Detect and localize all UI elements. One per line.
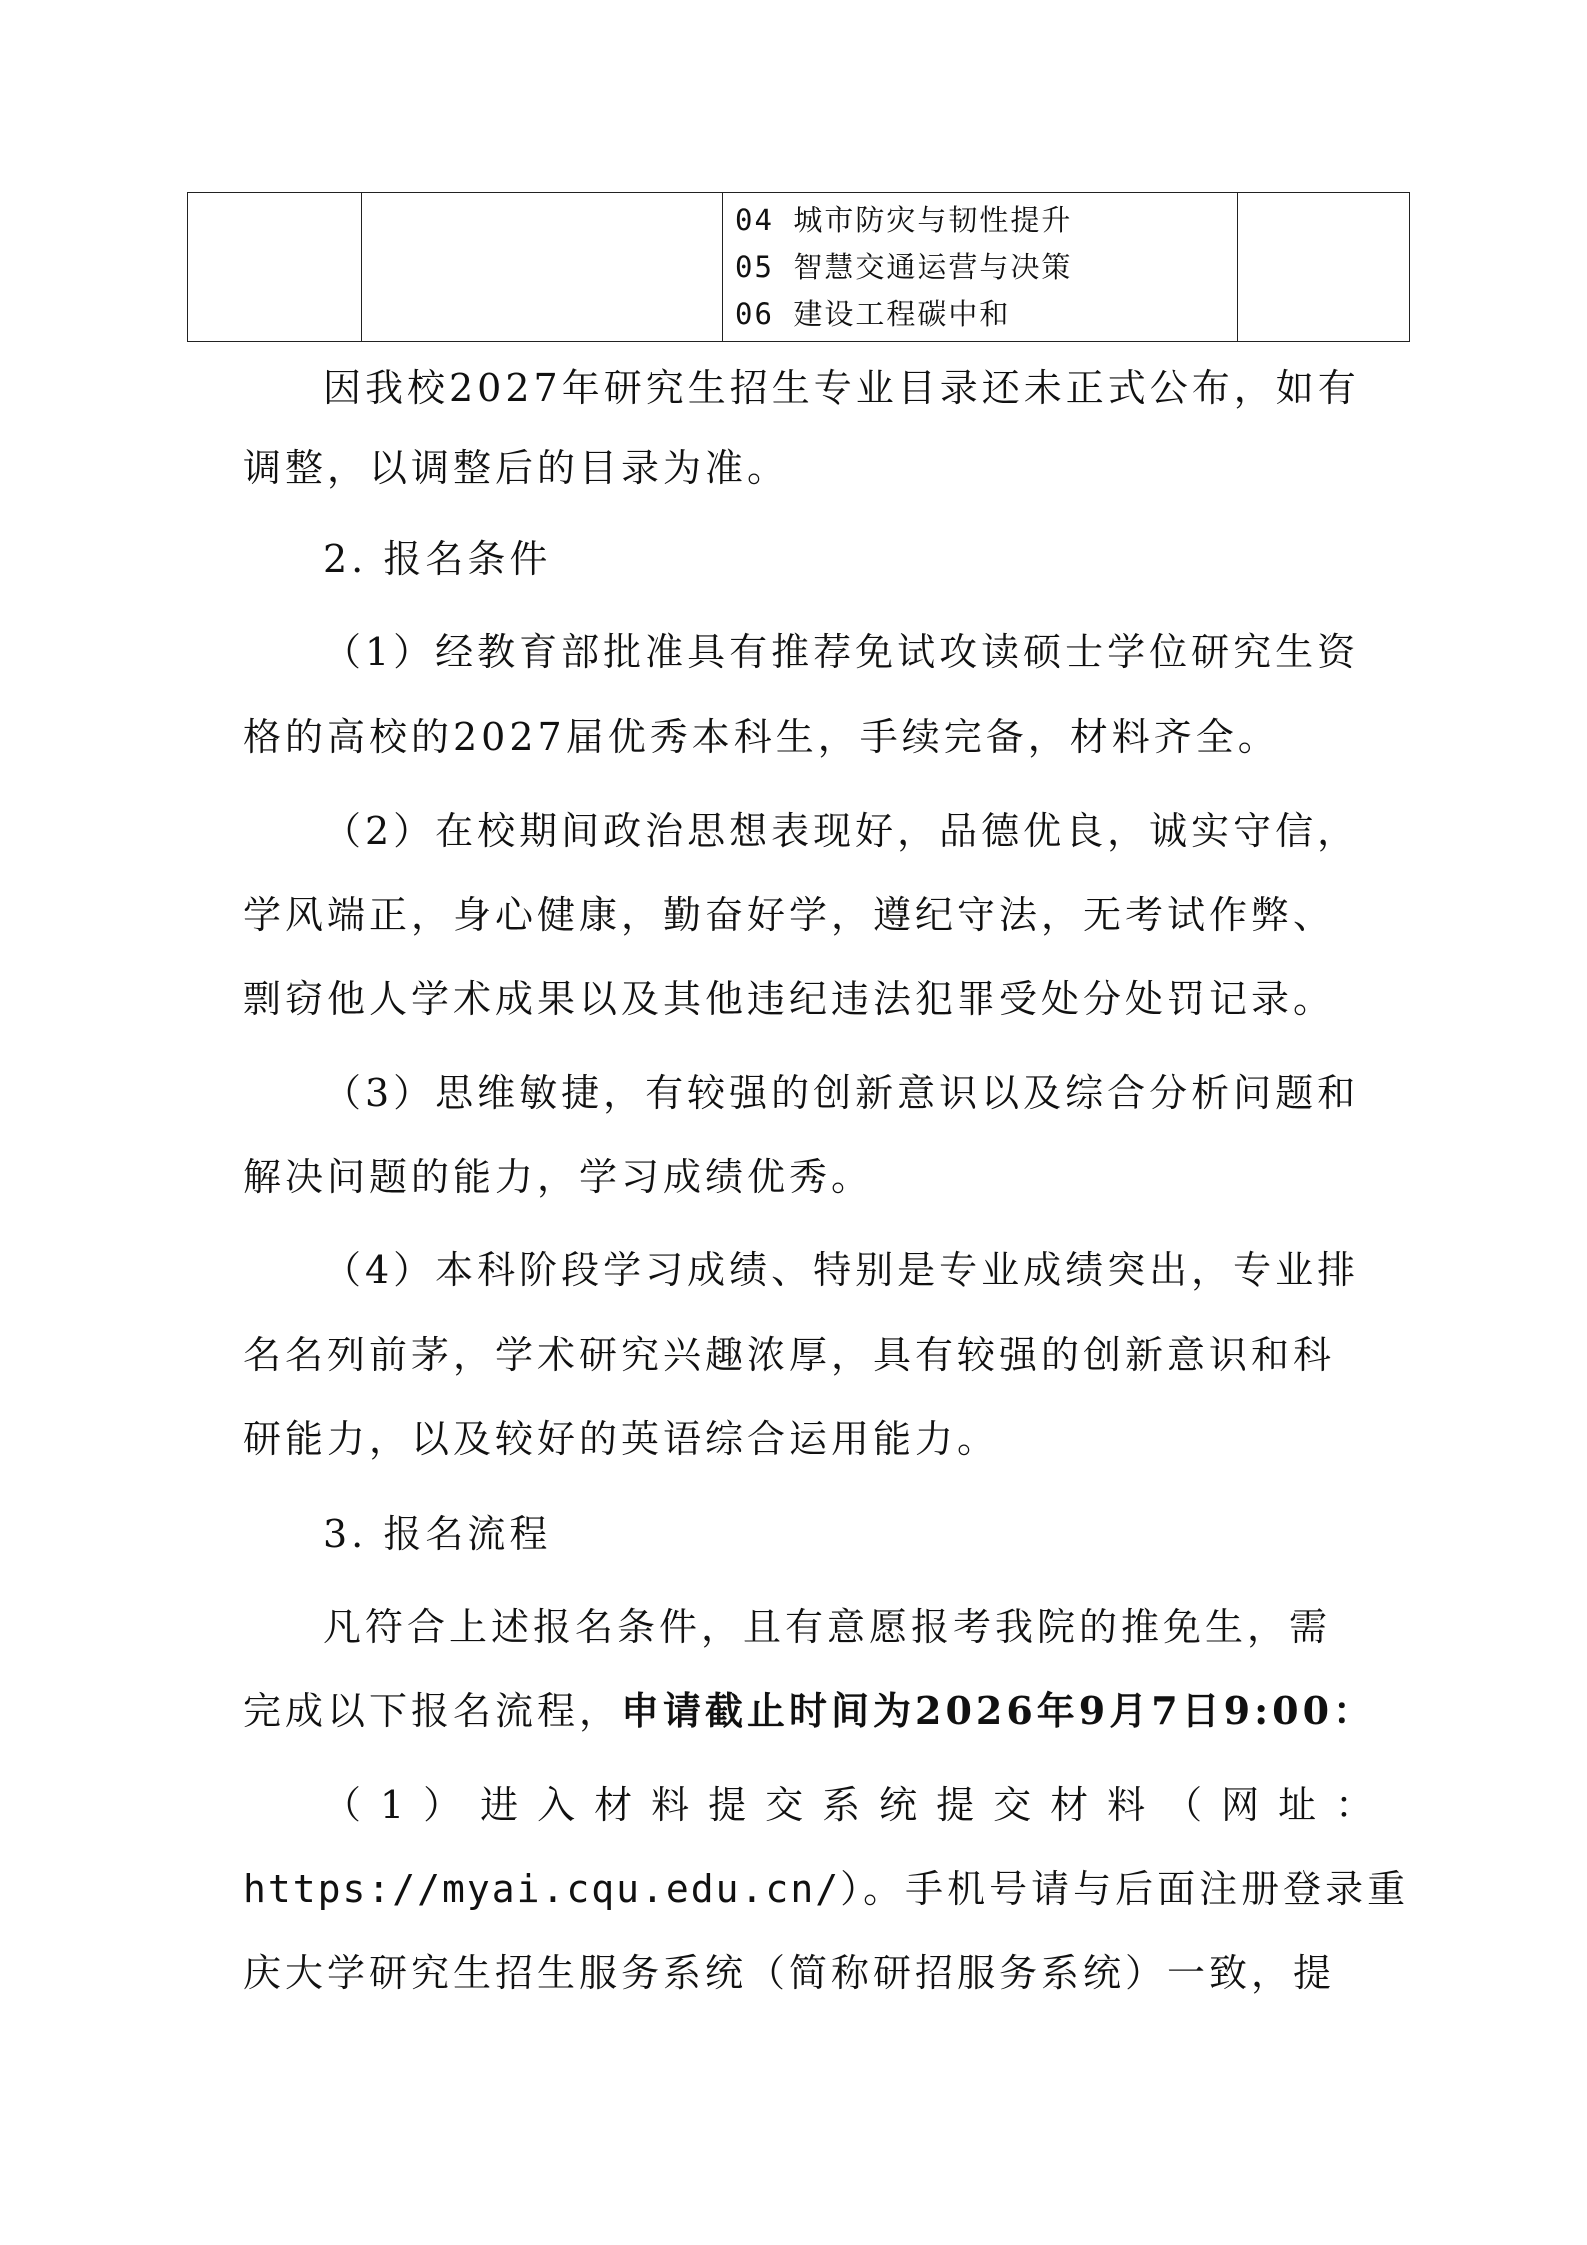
condition-line: （2）在校期间政治思想表现好，品德优良，诚实守信，	[323, 809, 1360, 853]
step-text: ）。手机号请与后面注册登录重	[840, 1867, 1410, 1911]
process-text: 完成以下报名流程，	[243, 1689, 622, 1733]
condition-line: 学风端正，身心健康，勤奋好学，遵纪守法，无考试作弊、	[243, 893, 1336, 937]
deadline-text: 申请截止时间为2026年9月7日9:00：	[621, 1688, 1376, 1733]
step-line: （1）进入材料提交系统提交材料（网址：	[323, 1783, 1393, 1827]
table-cell-empty	[188, 193, 362, 342]
direction-item: 06 建设工程碳中和	[735, 297, 1011, 331]
notice-line: 调整，以调整后的目录为准。	[243, 446, 790, 490]
process-line: 凡符合上述报名条件，且有意愿报考我院的推免生，需	[323, 1605, 1332, 1649]
table-cell-empty	[1238, 193, 1410, 342]
step-line: 庆大学研究生招生服务系统（简称研招服务系统）一致，提	[243, 1951, 1336, 1995]
condition-line: 研能力，以及较好的英语综合运用能力。	[243, 1417, 1000, 1461]
condition-line: （1）经教育部批准具有推荐免试攻读硕士学位研究生资	[323, 630, 1360, 674]
system-url: https://myai.cqu.edu.cn/	[243, 1867, 841, 1911]
condition-line: 剽窃他人学术成果以及其他违纪违法犯罪受处分处罚记录。	[243, 977, 1336, 1021]
direction-item: 04 城市防灾与韧性提升	[735, 203, 1073, 237]
direction-item: 05 智慧交通运营与决策	[735, 250, 1073, 284]
condition-line: （4）本科阶段学习成绩、特别是专业成绩突出，专业排	[323, 1248, 1360, 1292]
condition-line: （3）思维敏捷，有较强的创新意识以及综合分析问题和	[323, 1071, 1360, 1115]
condition-line: 名名列前茅，学术研究兴趣浓厚，具有较强的创新意识和科	[243, 1333, 1336, 1377]
section-heading: 2. 报名条件	[323, 537, 552, 581]
process-line	[243, 1689, 1375, 1733]
table-cell-empty	[362, 193, 723, 342]
condition-line: 格的高校的2027届优秀本科生，手续完备，材料齐全。	[243, 715, 1280, 759]
condition-line: 解决问题的能力，学习成绩优秀。	[243, 1155, 874, 1199]
step-line	[243, 1867, 1409, 1911]
section-heading: 3. 报名流程	[323, 1512, 552, 1556]
major-table-fragment	[187, 192, 1410, 342]
notice-line: 因我校2027年研究生招生专业目录还未正式公布，如有	[323, 366, 1360, 410]
table-cell-directions	[723, 193, 1238, 342]
table-row	[188, 193, 1410, 342]
